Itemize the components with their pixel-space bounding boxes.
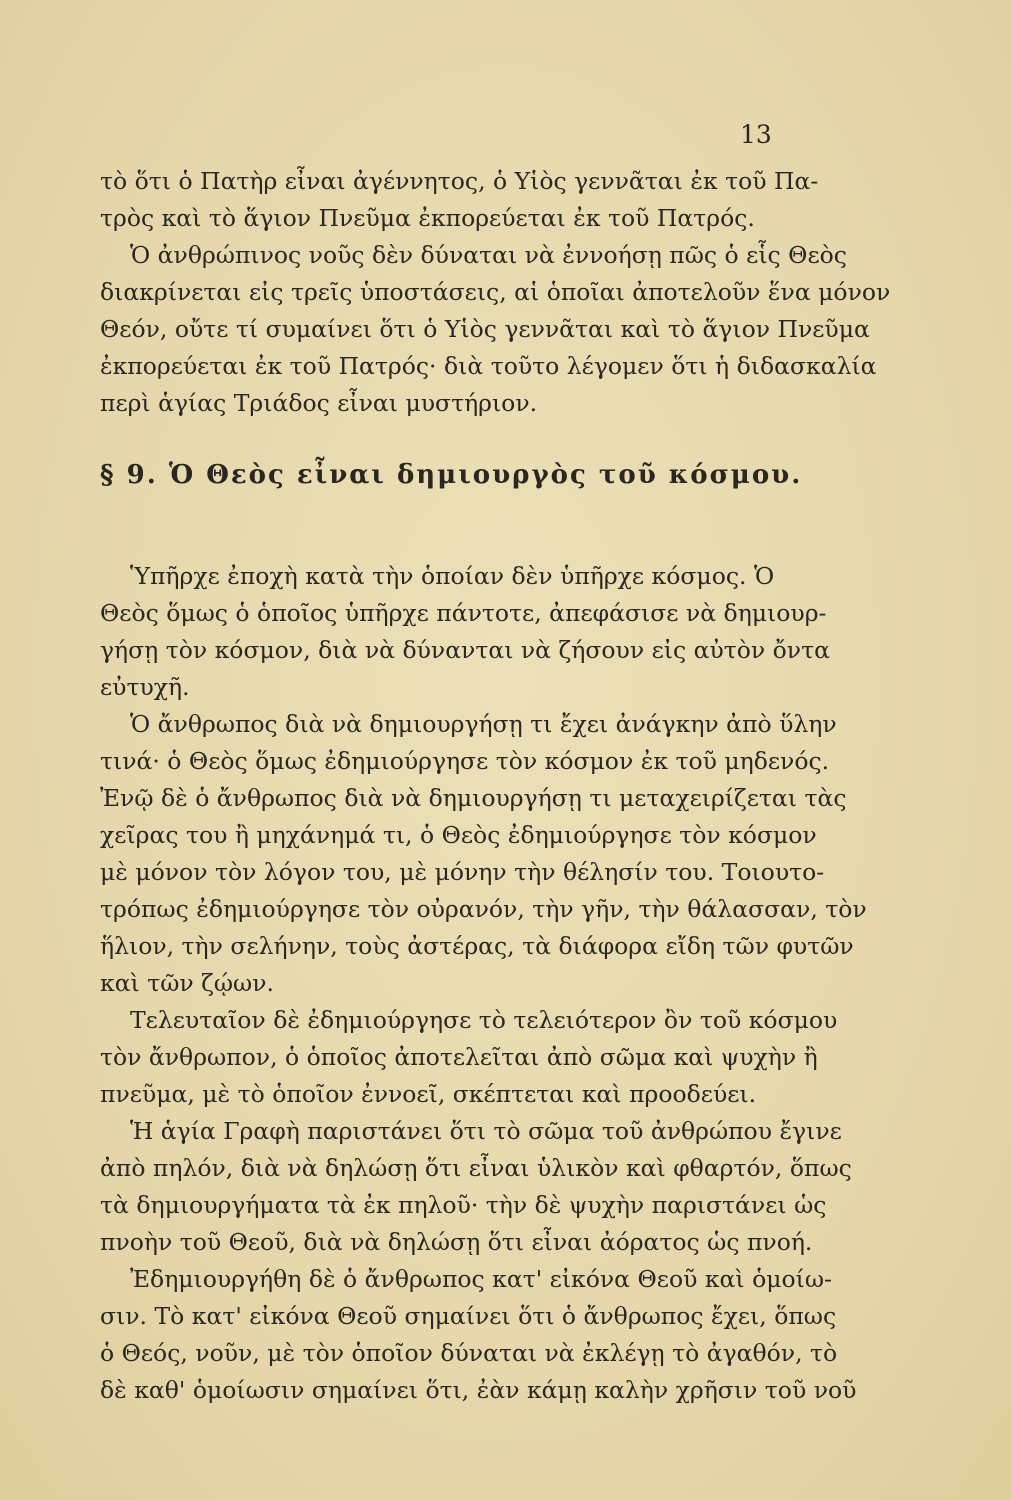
text-line: Ἡ ἁγία Γραφὴ παριστάνει ὅτι τὸ σῶμα τοῦ ἀνθρώπου ἔγινε bbox=[130, 1117, 842, 1145]
text-line: δὲ καθ' ὁμοίωσιν σημαίνει ὅτι, ἐὰν κάμῃ καλὴν χρῆσιν τοῦ νοῦ bbox=[100, 1376, 857, 1404]
page-number: 13 bbox=[740, 120, 772, 149]
text-line: πνεῦμα, μὲ τὸ ὁποῖον ἐννοεῖ, σκέπτεται καὶ προοδεύει. bbox=[100, 1080, 757, 1108]
text-line: τινά· ὁ Θεὸς ὅμως ἐδημιούργησε τὸν κόσμον ἐκ τοῦ μηδενός. bbox=[100, 747, 830, 775]
text-line: Ὁ ἀνθρώπινος νοῦς δὲν δύναται νὰ ἐννοήσῃ πῶς ὁ εἷς Θεὸς bbox=[130, 241, 847, 269]
text-line: τρόπως ἐδημιούργησε τὸν οὐρανόν, τὴν γῆν, τὴν θάλασσαν, τὸν bbox=[100, 895, 867, 923]
text-line: γήσῃ τὸν κόσμον, διὰ νὰ δύνανται νὰ ζήσουν εἰς αὐτὸν ὄντα bbox=[100, 636, 830, 664]
text-line: τὸ ὅτι ὁ Πατὴρ εἶναι ἀγέννητος, ὁ Υἱὸς γεννᾶται ἐκ τοῦ Πα- bbox=[100, 167, 819, 195]
text-line: τὸν ἄνθρωπον, ὁ ὁποῖος ἀποτελεῖται ἀπὸ σῶμα καὶ ψυχὴν ἢ bbox=[100, 1043, 818, 1071]
text-line: περὶ ἁγίας Τριάδος εἶναι μυστήριον. bbox=[100, 389, 538, 417]
text-line: μὲ μόνον τὸν λόγον του, μὲ μόνην τὴν θέλησίν του. Τοιουτο- bbox=[100, 858, 825, 886]
text-line: Ἐνῷ δὲ ὁ ἄνθρωπος διὰ νὰ δημιουργήσῃ τι μεταχειρίζεται τὰς bbox=[100, 784, 847, 812]
text-line: ἥλιον, τὴν σελήνην, τοὺς ἀστέρας, τὰ διάφορα εἴδη τῶν φυτῶν bbox=[100, 932, 854, 960]
text-line: Θεὸς ὅμως ὁ ὁποῖος ὑπῆρχε πάντοτε, ἀπεφάσισε νὰ δημιουρ- bbox=[100, 599, 827, 627]
text-line: ἐκπορεύεται ἐκ τοῦ Πατρός· διὰ τοῦτο λέγομεν ὅτι ἡ διδασκαλία bbox=[100, 352, 877, 380]
text-line: χεῖρας του ἢ μηχάνημά τι, ὁ Θεὸς ἐδημιούργησε τὸν κόσμον bbox=[100, 821, 817, 849]
text-line: πνοὴν τοῦ Θεοῦ, διὰ νὰ δηλώσῃ ὅτι εἶναι ἀόρατος ὡς πνοή. bbox=[100, 1228, 813, 1256]
text-line: τρὸς καὶ τὸ ἅγιον Πνεῦμα ἐκπορεύεται ἐκ τοῦ Πατρός. bbox=[100, 204, 755, 232]
text-line: Ἐδημιουργήθη δὲ ὁ ἄνθρωπος κατ' εἰκόνα Θεοῦ καὶ ὁμοίω- bbox=[130, 1265, 832, 1293]
text-line: Θεόν, οὔτε τί συμαίνει ὅτι ὁ Υἱὸς γεννᾶται καὶ τὸ ἅγιον Πνεῦμα bbox=[100, 315, 870, 343]
text-line: ὁ Θεός, νοῦν, μὲ τὸν ὁποῖον δύναται νὰ ἐκλέγῃ τὸ ἀγαθόν, τὸ bbox=[100, 1339, 838, 1367]
text-line: τὰ δημιουργήματα τὰ ἐκ πηλοῦ· τὴν δὲ ψυχὴν παριστάνει ὡς bbox=[100, 1191, 827, 1219]
text-line: Ὑπῆρχε ἐποχὴ κατὰ τὴν ὁποίαν δὲν ὑπῆρχε κόσμος. Ὁ bbox=[130, 562, 775, 590]
text-line: Ὁ ἄνθρωπος διὰ νὰ δημιουργήσῃ τι ἔχει ἀνάγκην ἀπὸ ὕλην bbox=[130, 710, 837, 738]
text-line: Τελευταῖον δὲ ἐδημιούργησε τὸ τελειότερον ὂν τοῦ κόσμου bbox=[130, 1006, 838, 1034]
text-line: σιν. Τὸ κατ' εἰκόνα Θεοῦ σημαίνει ὅτι ὁ ἄνθρωπος ἔχει, ὅπως bbox=[100, 1302, 837, 1330]
section-heading: § 9. Ὁ Θεὸς εἶναι δημιουργὸς τοῦ κόσμου. bbox=[100, 460, 803, 490]
text-line: ἀπὸ πηλόν, διὰ νὰ δηλώσῃ ὅτι εἶναι ὑλικὸν καὶ φθαρτόν, ὅπως bbox=[100, 1154, 852, 1182]
text-line: καὶ τῶν ζῴων. bbox=[100, 969, 274, 997]
text-line: διακρίνεται εἰς τρεῖς ὑποστάσεις, αἱ ὁποῖαι ἀποτελοῦν ἕνα μόνον bbox=[100, 278, 891, 306]
text-line: εὐτυχῆ. bbox=[100, 673, 190, 701]
